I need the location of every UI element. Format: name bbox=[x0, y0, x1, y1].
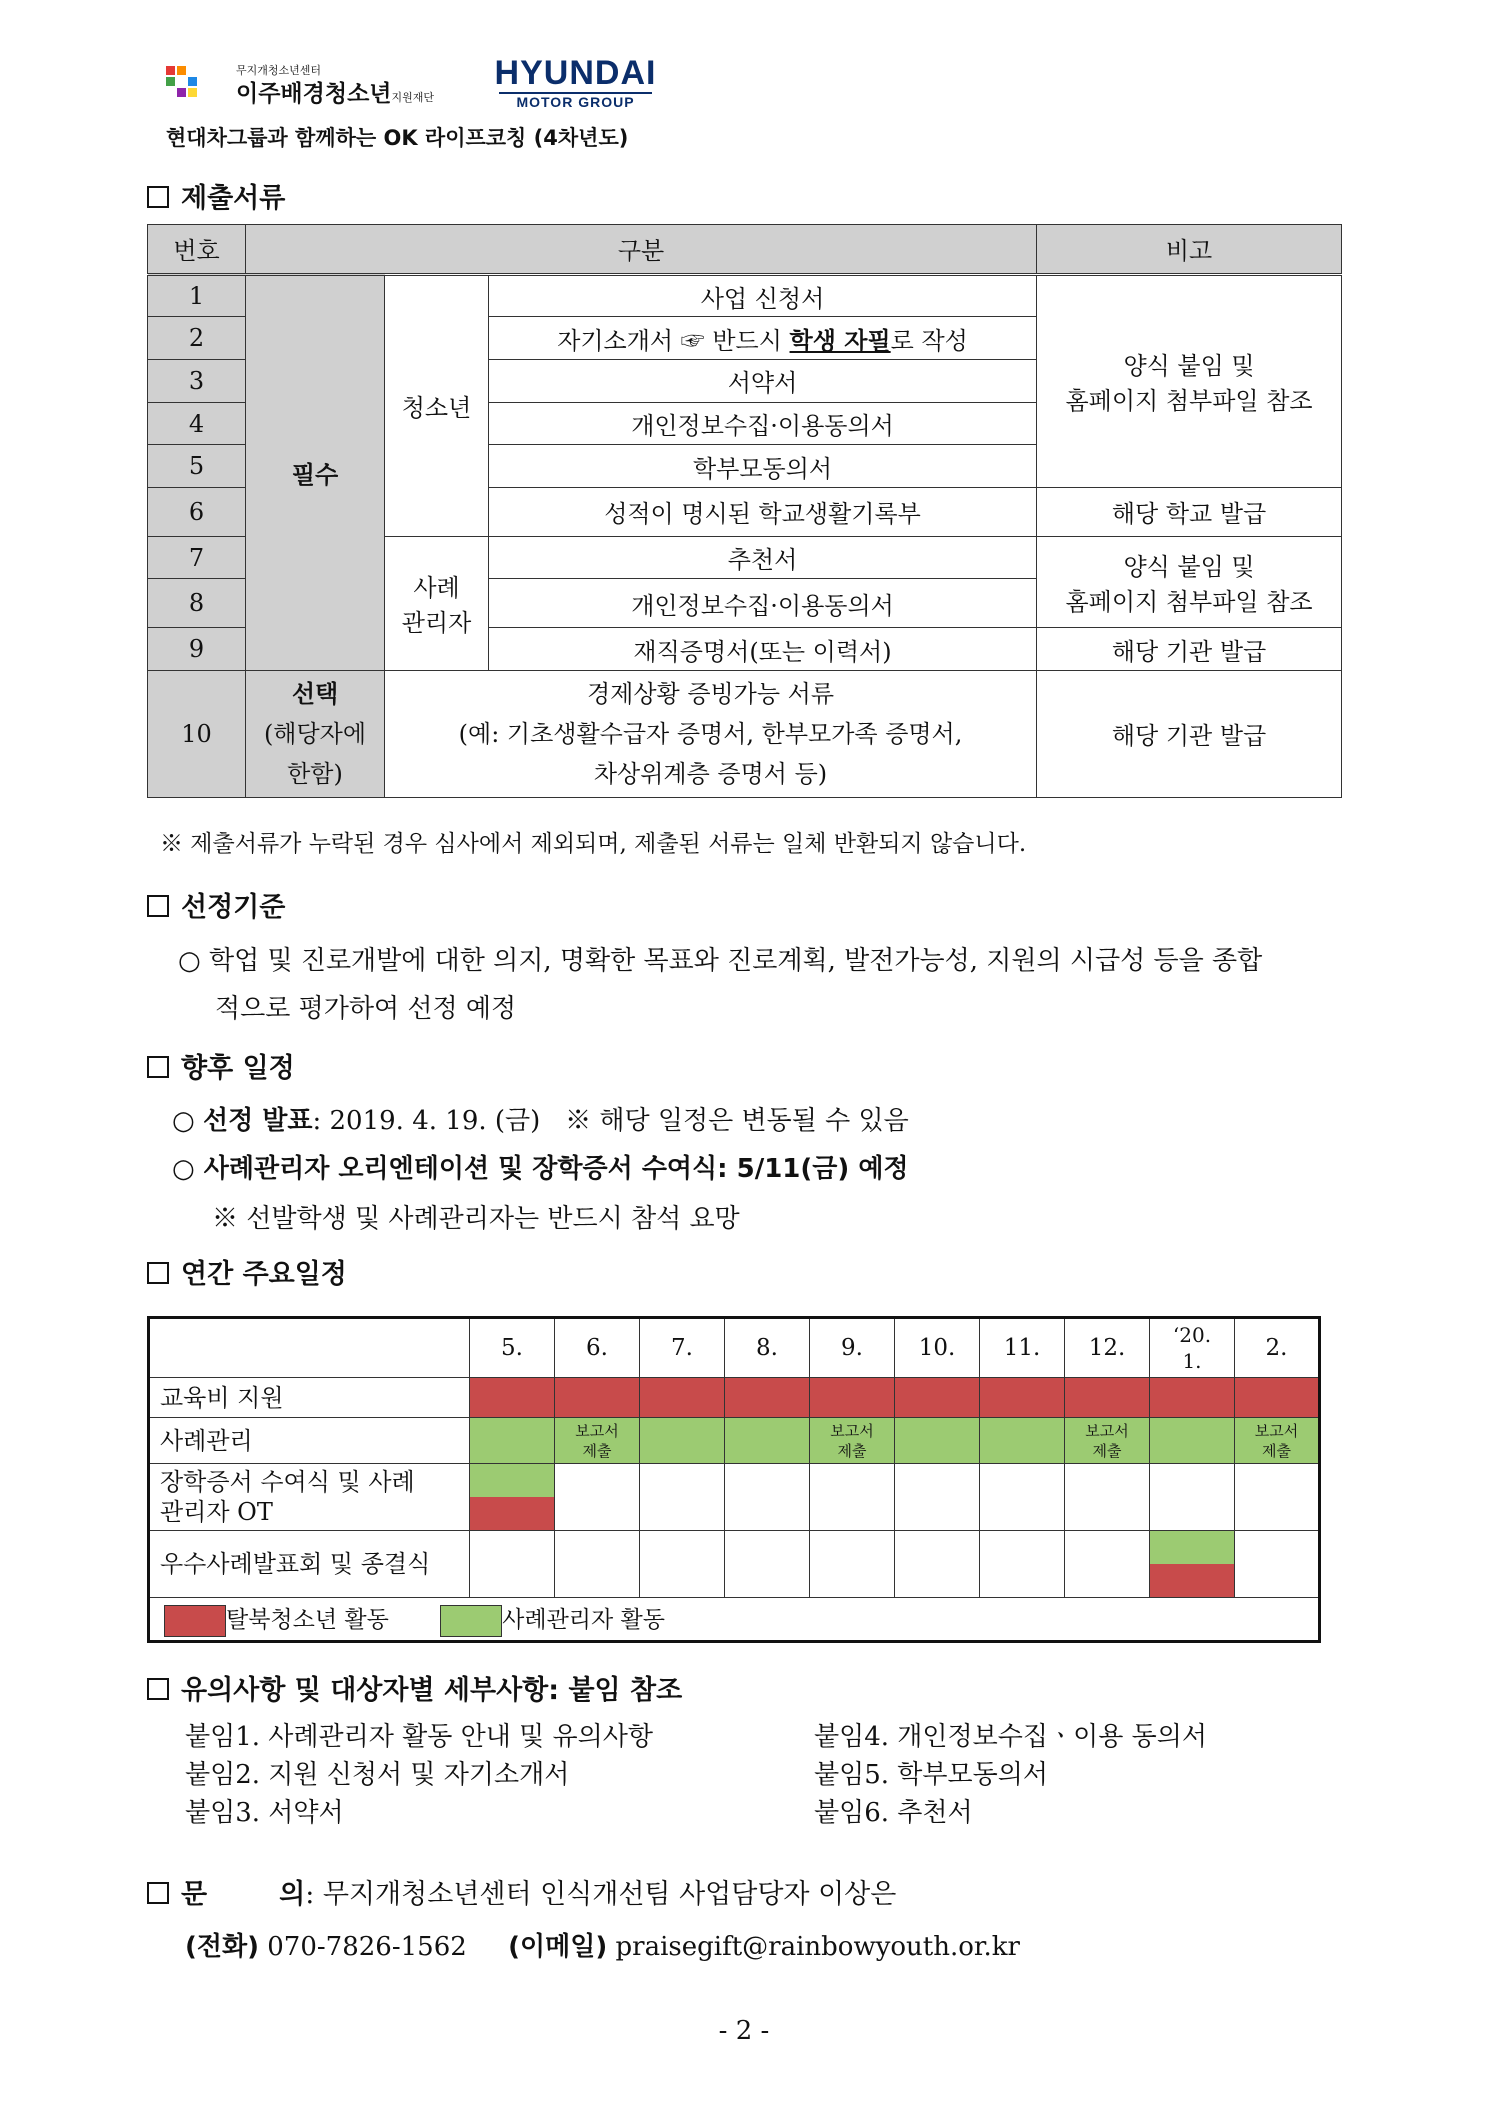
empty-cell bbox=[980, 1531, 1065, 1598]
empty-cell bbox=[895, 1464, 980, 1531]
row-no: 8 bbox=[148, 579, 246, 628]
activity-bar bbox=[470, 1497, 554, 1530]
note-form: 양식 붙임 및 홈페이지 첨부파일 참조 bbox=[1037, 274, 1342, 487]
empty-cell bbox=[640, 1464, 725, 1531]
row-no: 6 bbox=[148, 488, 246, 537]
month-header: 2. bbox=[1235, 1318, 1320, 1378]
manager-cell bbox=[725, 1418, 810, 1464]
manager-label: 사례 관리자 bbox=[385, 536, 489, 670]
circle-bullet-icon: ○ bbox=[172, 1154, 204, 1184]
month-header: 9. bbox=[810, 1318, 895, 1378]
empty-cell bbox=[555, 1531, 640, 1598]
checkbox-square-icon bbox=[147, 1678, 169, 1700]
note-form: 양식 붙임 및 홈페이지 첨부파일 참조 bbox=[1037, 536, 1342, 627]
upcoming-item2: ○ 사례관리자 오리엔테이션 및 장학증서 수여식: 5/11(금) 예정 bbox=[172, 1154, 909, 1184]
empty-cell bbox=[725, 1464, 810, 1531]
month-header: 12. bbox=[1065, 1318, 1150, 1378]
youth-label: 청소년 bbox=[385, 274, 489, 536]
logo-square-icon bbox=[177, 88, 186, 97]
month-header: 5. bbox=[470, 1318, 555, 1378]
activity-cell bbox=[810, 1378, 895, 1418]
activity-cell bbox=[1150, 1378, 1235, 1418]
section-notes: 유의사항 및 대상자별 세부사항: 붙임 참조 bbox=[147, 1668, 682, 1707]
empty-cell bbox=[1065, 1464, 1150, 1531]
month-header: 6. bbox=[555, 1318, 640, 1378]
empty-cell bbox=[640, 1531, 725, 1598]
doc-item: 사업 신청서 bbox=[489, 274, 1037, 317]
manager-cell bbox=[640, 1418, 725, 1464]
circle-bullet-icon: ○ bbox=[172, 1106, 203, 1136]
activity-cell bbox=[895, 1378, 980, 1418]
empty-cell bbox=[470, 1531, 555, 1598]
contact-line: (전화) 070-7826-1562 (이메일) praisegift@rainbowyouth.or.kr bbox=[185, 1932, 1020, 1962]
row-no: 7 bbox=[148, 536, 246, 579]
split-cell bbox=[470, 1464, 555, 1531]
upcoming-note: ※ 선발학생 및 사례관리자는 반드시 참석 요망 bbox=[212, 1204, 740, 1234]
month-header: ‘20. 1. bbox=[1150, 1318, 1235, 1378]
activity-cell bbox=[1065, 1378, 1150, 1418]
logo-square-icon bbox=[188, 77, 197, 86]
logo-square-icon bbox=[166, 66, 175, 75]
empty-cell bbox=[725, 1531, 810, 1598]
row-no: 9 bbox=[148, 628, 246, 671]
doc-item: 성적이 명시된 학교생활기록부 bbox=[489, 488, 1037, 537]
docs-note: ※ 제출서류가 누락된 경우 심사에서 제외되며, 제출된 서류는 일체 반환되지 않습니다. bbox=[160, 831, 1027, 857]
section-schedule: 향후 일정 bbox=[147, 1046, 295, 1085]
row-no: 5 bbox=[148, 445, 246, 488]
logo-square-icon bbox=[166, 77, 175, 86]
doc-item: 추천서 bbox=[489, 536, 1037, 579]
attachment-5: 붙임5. 학부모동의서 bbox=[814, 1760, 1048, 1790]
center-logo bbox=[166, 62, 466, 107]
annual-schedule-table bbox=[147, 1316, 1321, 1643]
section-criteria: 선정기준 bbox=[147, 885, 285, 924]
note-agency: 해당 기관 발급 bbox=[1037, 670, 1342, 797]
row-no: 1 bbox=[148, 274, 246, 317]
blank-corner bbox=[149, 1318, 470, 1378]
row-no: 10 bbox=[148, 670, 246, 797]
criteria-line2: 적으로 평가하여 선정 예정 bbox=[215, 994, 517, 1024]
empty-cell bbox=[1065, 1531, 1150, 1598]
empty-cell bbox=[810, 1464, 895, 1531]
empty-cell bbox=[1150, 1464, 1235, 1531]
checkbox-square-icon bbox=[147, 895, 169, 917]
header-category: 구분 bbox=[246, 225, 1037, 275]
logo-square-icon bbox=[177, 66, 186, 75]
checkbox-square-icon bbox=[147, 186, 169, 208]
month-header: 11. bbox=[980, 1318, 1065, 1378]
month-header: 8. bbox=[725, 1318, 810, 1378]
row-final-label: 우수사례발표회 및 종결식 bbox=[149, 1531, 470, 1598]
row-ot-label: 장학증서 수여식 및 사례 관리자 OT bbox=[149, 1464, 470, 1531]
manager-cell bbox=[1150, 1418, 1235, 1464]
page-number: - 2 - bbox=[718, 2016, 770, 2046]
empty-cell bbox=[1235, 1531, 1320, 1598]
criteria-line1: ○ 학업 및 진로개발에 대한 의지, 명확한 목표와 진로계획, 발전가능성, 지원의 시급성 등을 종합 bbox=[178, 946, 1263, 976]
doc-item: 개인정보수집·이용동의서 bbox=[489, 579, 1037, 628]
row-no: 4 bbox=[148, 402, 246, 445]
activity-cell bbox=[640, 1378, 725, 1418]
empty-cell bbox=[895, 1531, 980, 1598]
manager-bar bbox=[470, 1464, 554, 1497]
activity-cell bbox=[980, 1378, 1065, 1418]
note-agency: 해당 기관 발급 bbox=[1037, 628, 1342, 671]
attachment-3: 붙임3. 서약서 bbox=[185, 1798, 344, 1828]
report-cell: 보고서 제출 bbox=[1065, 1418, 1150, 1464]
empty-cell bbox=[1235, 1464, 1320, 1531]
doc-item: 재직증명서(또는 이력서) bbox=[489, 628, 1037, 671]
docs-table bbox=[147, 224, 1342, 798]
doc-item: 자기소개서 ☞ 반드시 학생 자필로 작성 bbox=[489, 317, 1037, 360]
row-no: 2 bbox=[148, 317, 246, 360]
empty-cell bbox=[555, 1464, 640, 1531]
row-case-label: 사례관리 bbox=[149, 1418, 470, 1464]
manager-cell bbox=[895, 1418, 980, 1464]
optional-label: 선택 (해당자에 한함) bbox=[246, 670, 385, 797]
doc-item: 학부모동의서 bbox=[489, 445, 1037, 488]
upcoming-item1: ○ 선정 발표: 2019. 4. 19. (금) ※ 해당 일정은 변동될 수 있음 bbox=[172, 1106, 909, 1136]
activity-bar bbox=[1150, 1564, 1234, 1597]
manager-cell bbox=[980, 1418, 1065, 1464]
legend-green-swatch-icon bbox=[440, 1605, 502, 1637]
report-cell: 보고서 제출 bbox=[1235, 1418, 1320, 1464]
attachment-6: 붙임6. 추천서 bbox=[814, 1798, 973, 1828]
doc-item: 개인정보수집·이용동의서 bbox=[489, 402, 1037, 445]
org-name: 이주배경청소년 bbox=[236, 81, 392, 107]
activity-cell bbox=[1235, 1378, 1320, 1418]
report-cell: 보고서 제출 bbox=[555, 1418, 640, 1464]
program-title: 현대차그룹과 함께하는 OK 라이프코칭 (4차년도) bbox=[166, 126, 629, 150]
manager-bar bbox=[1150, 1531, 1234, 1564]
split-cell bbox=[1150, 1531, 1235, 1598]
logo-square-icon bbox=[188, 88, 197, 97]
report-cell: 보고서 제출 bbox=[810, 1418, 895, 1464]
doc-item: 서약서 bbox=[489, 360, 1037, 403]
empty-cell bbox=[810, 1531, 895, 1598]
hyundai-logo: HYUNDAI MOTOR GROUP bbox=[494, 54, 657, 110]
row-edu-label: 교육비 지원 bbox=[149, 1378, 470, 1418]
checkbox-square-icon bbox=[147, 1262, 169, 1284]
note-school: 해당 학교 발급 bbox=[1037, 488, 1342, 537]
legend: 탈북청소년 활동 사례관리자 활동 bbox=[149, 1598, 1320, 1642]
header-no: 번호 bbox=[148, 225, 246, 275]
doc-item: 경제상황 증빙가능 서류 (예: 기초생활수급자 증명서, 한부모가족 증명서, 차상위계층 증명서 등) bbox=[385, 670, 1037, 797]
checkbox-square-icon bbox=[147, 1056, 169, 1078]
org-suffix: 지원재단 bbox=[391, 91, 435, 104]
org-small: 무지개청소년센터 bbox=[236, 64, 322, 77]
header-note: 비고 bbox=[1037, 225, 1342, 275]
month-header: 10. bbox=[895, 1318, 980, 1378]
activity-cell bbox=[725, 1378, 810, 1418]
section-annual: 연간 주요일정 bbox=[147, 1252, 347, 1291]
manager-cell bbox=[470, 1418, 555, 1464]
month-header: 7. bbox=[640, 1318, 725, 1378]
row-no: 3 bbox=[148, 360, 246, 403]
activity-cell bbox=[555, 1378, 640, 1418]
section-docs: 제출서류 bbox=[147, 176, 285, 215]
legend-red-swatch-icon bbox=[164, 1605, 226, 1637]
empty-cell bbox=[980, 1464, 1065, 1531]
attachment-4: 붙임4. 개인정보수집ㆍ이용 동의서 bbox=[814, 1722, 1207, 1752]
activity-cell bbox=[470, 1378, 555, 1418]
attachment-1: 붙임1. 사례관리자 활동 안내 및 유의사항 bbox=[185, 1722, 653, 1752]
required-label: 필수 bbox=[246, 274, 385, 670]
attachment-2: 붙임2. 지원 신청서 및 자기소개서 bbox=[185, 1760, 570, 1790]
section-contact: 문 의: 무지개청소년센터 인식개선팀 사업담당자 이상은 bbox=[147, 1872, 896, 1911]
checkbox-square-icon bbox=[147, 1882, 169, 1904]
